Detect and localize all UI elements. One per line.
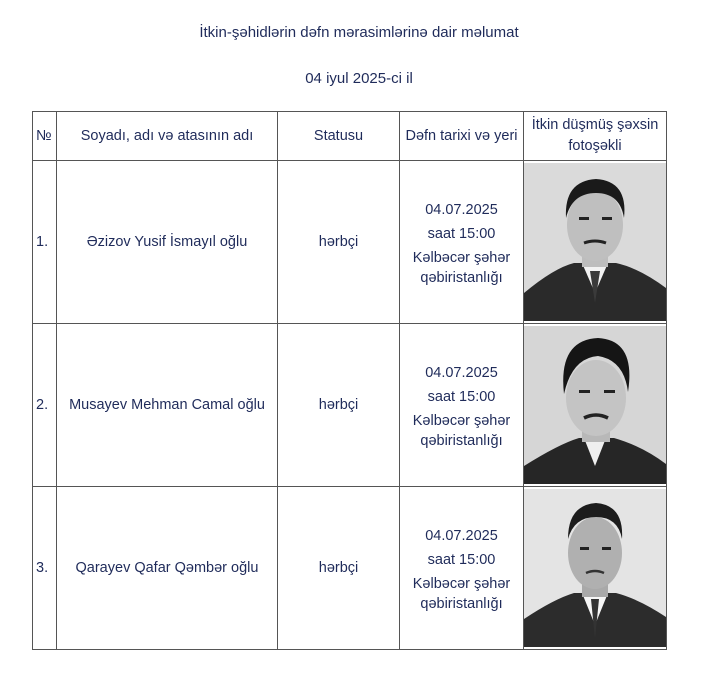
portrait-photo-icon <box>524 163 666 321</box>
burial-time: saat 15:00 <box>427 389 496 405</box>
row-number: 2. <box>33 324 57 487</box>
photo-cell <box>524 487 667 650</box>
burial-info <box>400 487 524 650</box>
table-row <box>33 161 667 324</box>
column-header-burial: Dəfn tarixi və yeri <box>400 112 524 161</box>
burial-place: Kəlbəcər şəhər qəbiristanlığı <box>412 250 511 286</box>
burial-date: 04.07.2025 <box>425 365 498 381</box>
row-number: 1. <box>33 161 57 324</box>
burial-place: Kəlbəcər şəhər qəbiristanlığı <box>412 576 511 612</box>
photo-cell <box>524 324 667 487</box>
burial-info-table <box>32 111 667 650</box>
document-date: 04 iyul 2025-ci il <box>305 70 413 87</box>
column-header-number: № <box>33 112 57 161</box>
column-header-status: Statusu <box>278 112 400 161</box>
burial-date: 04.07.2025 <box>425 202 498 218</box>
portrait-photo-icon <box>524 326 666 484</box>
person-name: Qarayev Qafar Qəmbər oğlu <box>57 487 278 650</box>
photo-cell <box>524 161 667 324</box>
table-row <box>33 487 667 650</box>
document-title: İtkin-şəhidlərin dəfn mərasimlərinə dair məlumat <box>199 24 519 41</box>
person-name: Əzizov Yusif İsmayıl oğlu <box>57 161 278 324</box>
table-row <box>33 324 667 487</box>
burial-date: 04.07.2025 <box>425 528 498 544</box>
column-header-name: Soyadı, adı və atasının adı <box>57 112 278 161</box>
burial-time: saat 15:00 <box>427 552 496 568</box>
burial-time: saat 15:00 <box>427 226 496 242</box>
burial-place: Kəlbəcər şəhər qəbiristanlığı <box>412 413 511 449</box>
person-name: Musayev Mehman Camal oğlu <box>57 324 278 487</box>
burial-info <box>400 161 524 324</box>
table-header-row <box>33 112 667 161</box>
row-number: 3. <box>33 487 57 650</box>
portrait-photo-icon <box>524 489 666 647</box>
burial-info <box>400 324 524 487</box>
person-status: hərbçi <box>278 487 400 650</box>
person-status: hərbçi <box>278 324 400 487</box>
person-status: hərbçi <box>278 161 400 324</box>
column-header-photo: İtkin düşmüş şəxsin fotoşəkli <box>524 112 667 161</box>
